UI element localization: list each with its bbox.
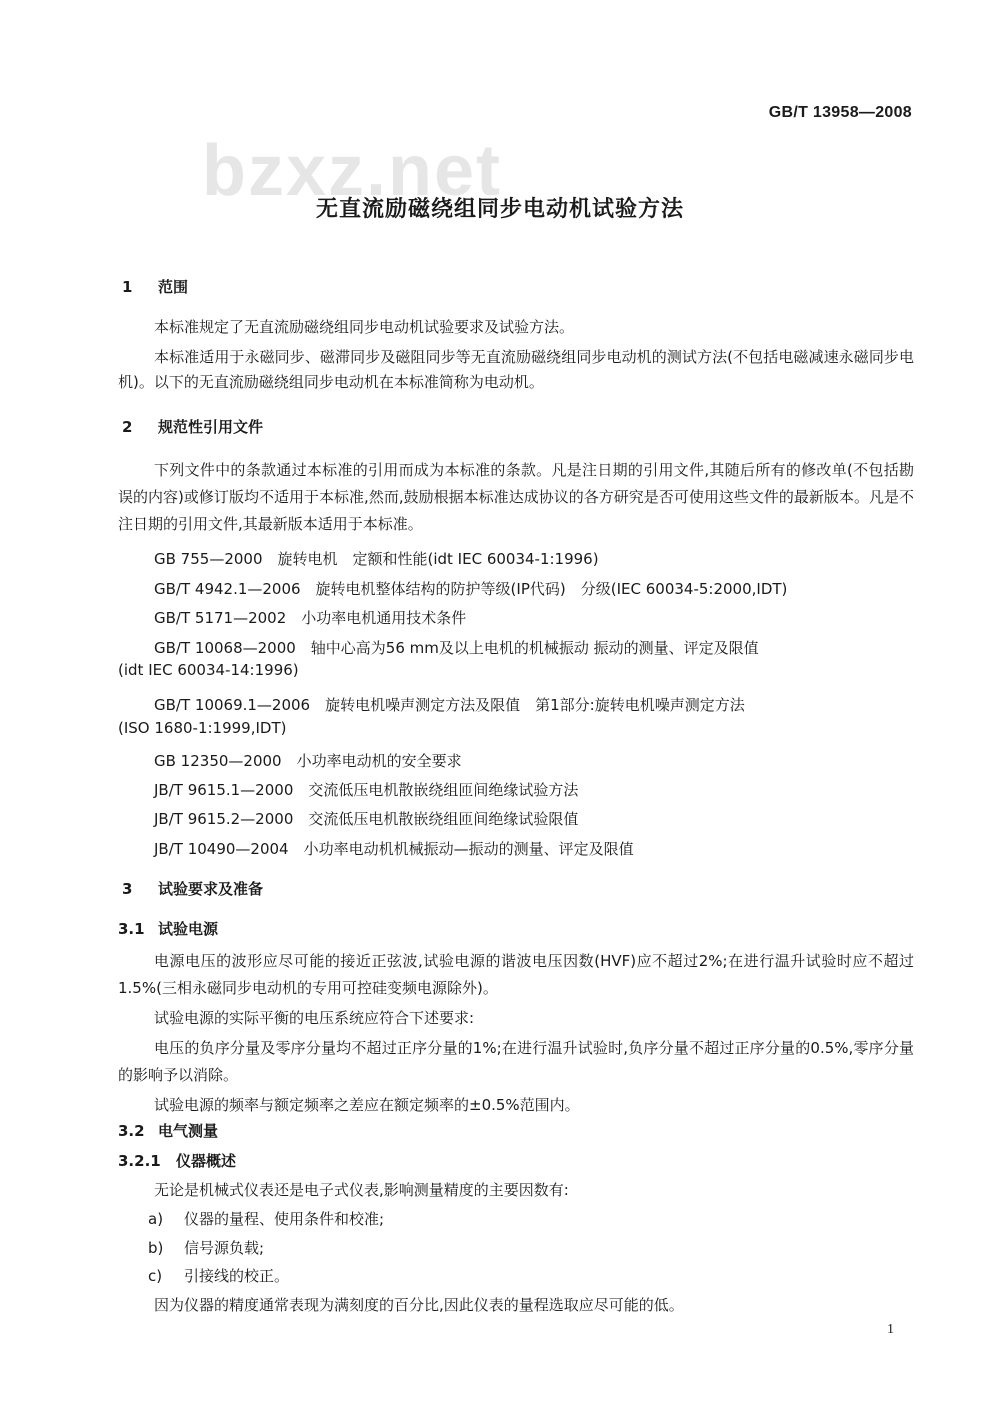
standard-number: GB/T 13958—2008: [768, 104, 912, 121]
reference-continuation: (idt IEC 60034-14:1996): [118, 661, 299, 679]
section-3-1-heading: [118, 918, 218, 939]
section-number: 2: [122, 418, 133, 436]
section-number: 1: [122, 278, 133, 296]
section-3-2-heading: [118, 1120, 218, 1141]
list-item: [148, 1265, 289, 1286]
list-item: [148, 1208, 384, 1229]
reference-item: GB 12350—2000 小功率电动机的安全要求: [154, 752, 462, 770]
reference-item: GB/T 5171—2002 小功率电机通用技术条件: [154, 609, 467, 627]
section-title: 范围: [158, 278, 189, 296]
list-item-text: 仪器的量程、使用条件和校准;: [184, 1210, 385, 1228]
list-item-label: c): [148, 1267, 163, 1285]
reference-item: JB/T 10490—2004 小功率电动机机械振动—振动的测量、评定及限值: [154, 840, 634, 858]
paragraph: 电压的负序分量及零序分量均不超过正序分量的1%;在进行温升试验时,负序分量不超过正序分量的0.5%,零序分量的影响予以消除。: [118, 1039, 914, 1084]
paragraph: 本标准规定了无直流励磁绕组同步电动机试验要求及试验方法。: [154, 318, 575, 336]
list-item-text: 引接线的校正。: [184, 1267, 290, 1285]
section-2-heading: [122, 416, 263, 437]
paragraph: 无论是机械式仪表还是电子式仪表,影响测量精度的主要因数有:: [154, 1181, 569, 1199]
reference-item: GB/T 10068—2000 轴中心高为56 mm及以上电机的机械振动 振动的测量、评定及限值: [154, 639, 759, 657]
list-item: [148, 1237, 264, 1258]
list-item-label: a): [148, 1210, 164, 1228]
paragraph: 下列文件中的条款通过本标准的引用而成为本标准的条款。凡是注日期的引用文件,其随后所有的修改单(不包括勘误的内容)或修订版均不适用于本标准,然而,鼓励根据本标准达成协议的各方研究是否可使用这些文件的最新版本。凡是不注日期的引用文件,其最新版本适用于本标准。: [118, 461, 914, 533]
paragraph: 因为仪器的精度通常表现为满刻度的百分比,因此仪表的量程选取应尽可能的低。: [154, 1296, 684, 1314]
reference-item: GB 755—2000 旋转电机 定额和性能(idt IEC 60034-1:1996): [154, 550, 599, 568]
section-title: 试验电源: [158, 920, 219, 938]
reference-continuation: (ISO 1680-1:1999,IDT): [118, 719, 287, 737]
section-number: 3.2.1: [118, 1152, 161, 1170]
section-title: 规范性引用文件: [158, 418, 264, 436]
watermark: bzxz.net: [202, 131, 503, 211]
paragraph: 试验电源的实际平衡的电压系统应符合下述要求:: [154, 1009, 475, 1027]
section-title: 试验要求及准备: [158, 880, 264, 898]
section-title: 电气测量: [158, 1122, 219, 1140]
section-1-heading: [122, 276, 188, 297]
list-item-text: 信号源负载;: [184, 1239, 265, 1257]
section-number: 3.2: [118, 1122, 145, 1140]
paragraph: 试验电源的频率与额定频率之差应在额定频率的±0.5%范围内。: [154, 1096, 580, 1114]
reference-item: GB/T 4942.1—2006 旋转电机整体结构的防护等级(IP代码) 分级(IEC 60034-5:2000,IDT): [154, 580, 788, 598]
section-title: 仪器概述: [176, 1152, 237, 1170]
section-3-heading: [122, 878, 263, 899]
section-number: 3: [122, 880, 133, 898]
page-number: 1: [887, 1322, 894, 1337]
section-number: 3.1: [118, 920, 145, 938]
reference-item: JB/T 9615.2—2000 交流低压电机散嵌绕组匝间绝缘试验限值: [154, 810, 579, 828]
paragraph: 本标准适用于永磁同步、磁滞同步及磁阻同步等无直流励磁绕组同步电动机的测试方法(不包括电磁减速永磁同步电机)。以下的无直流励磁绕组同步电动机在本标准简称为电动机。: [118, 348, 914, 391]
section-3-2-1-heading: [118, 1150, 236, 1171]
list-item-label: b): [148, 1239, 164, 1257]
document-title: 无直流励磁绕组同步电动机试验方法: [315, 197, 684, 222]
reference-item: GB/T 10069.1—2006 旋转电机噪声测定方法及限值 第1部分:旋转电机噪声测定方法: [154, 696, 745, 714]
reference-item: JB/T 9615.1—2000 交流低压电机散嵌绕组匝间绝缘试验方法: [154, 781, 579, 799]
paragraph: 电源电压的波形应尽可能的接近正弦波,试验电源的谐波电压因数(HVF)应不超过2%;在进行温升试验时应不超过1.5%(三相永磁同步电动机的专用可控硅变频电源除外)。: [118, 952, 914, 997]
